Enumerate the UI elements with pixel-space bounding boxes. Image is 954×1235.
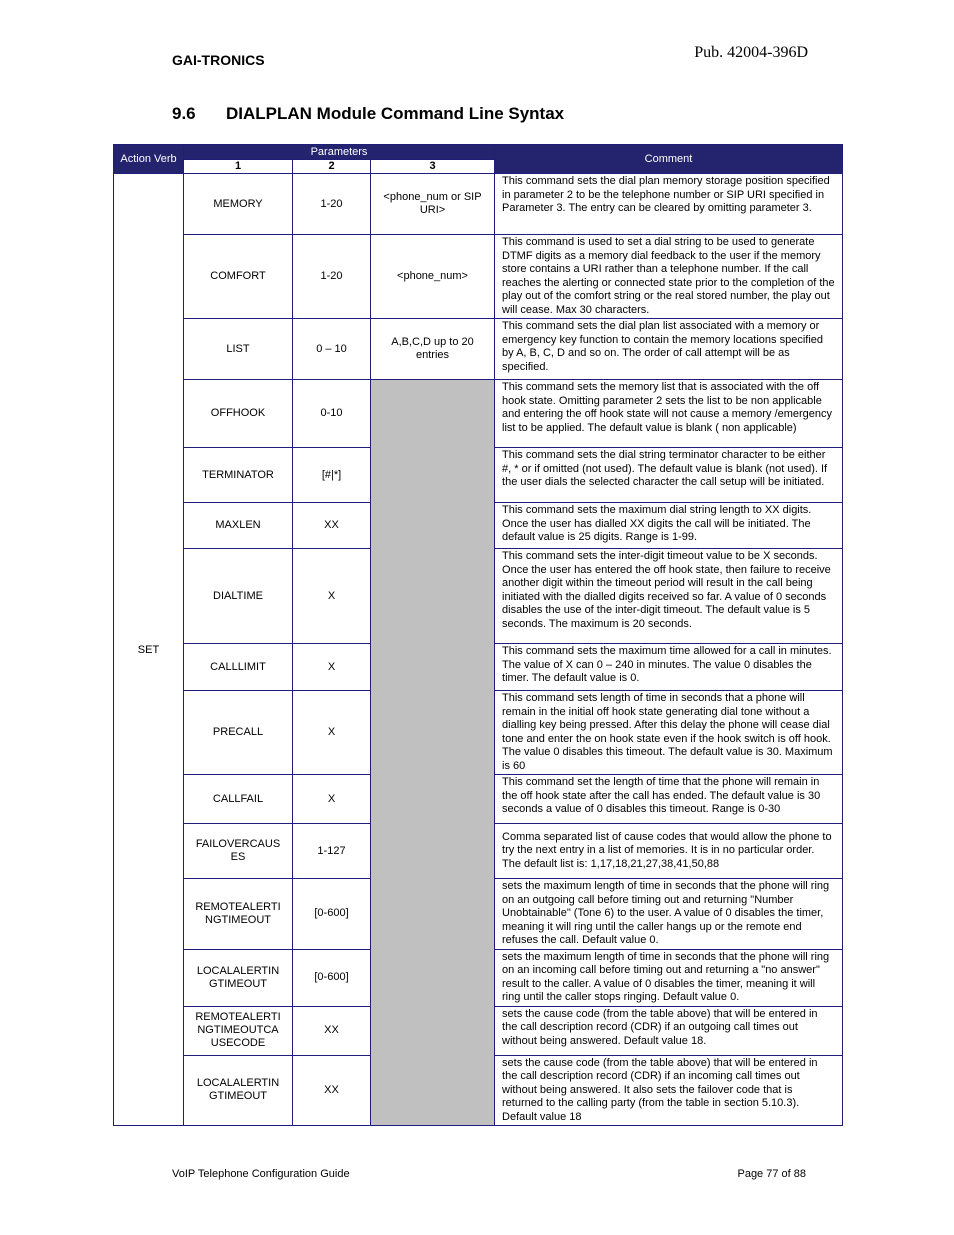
param-1-cell: OFFHOOK (184, 380, 293, 448)
company-name: GAI-TRONICS (172, 52, 265, 68)
comment-cell: Comma separated list of cause codes that would allow the phone to try the next entry in a list of memories. It is in no particular order. The default list is: 1,17,18,21,27,38,41,50,88 (495, 824, 843, 879)
param-2-cell: X (293, 691, 371, 775)
header-param-2: 2 (293, 160, 371, 174)
param-3-cell: <phone_num or SIP URI> (371, 174, 495, 235)
param-2-cell: XX (293, 1055, 371, 1126)
comment-cell: This command sets length of time in seconds that a phone will remain in the initial off hook state generating dial tone without a dialling key being pressed. After this delay the phone will cease dial tone and enter the on hook state even if the hook switch is off hook. The value 0 disables this timeout. The default value is 30. Maximum is 60 (495, 691, 843, 775)
header-action-verb: Action Verb (114, 145, 184, 174)
param-2-cell: X (293, 644, 371, 691)
section-heading (172, 104, 564, 124)
header-param-1: 1 (184, 160, 293, 174)
comment-cell: This command is used to set a dial string to be used to generate DTMF digits as a memory dial feedback to the user if the memory store contains a URI rather than a telephone number. If the call reaches the alerting or connected state prior to the completion of the play out of the comfort string or the real stored number, the play out will cease. Max 30 characters. (495, 235, 843, 319)
param-1-cell: TERMINATOR (184, 448, 293, 503)
param-1-cell: COMFORT (184, 235, 293, 319)
param-2-cell: 1-20 (293, 235, 371, 319)
table-row (114, 380, 843, 448)
section-number: 9.6 (172, 104, 196, 123)
header-comment: Comment (495, 145, 843, 174)
param-2-cell: [0-600] (293, 879, 371, 950)
param-1-cell: REMOTEALERTI NGTIMEOUTCA USECODE (184, 1006, 293, 1055)
param-1-cell: DIALTIME (184, 549, 293, 644)
header-param-3: 3 (371, 160, 495, 174)
dialplan-command-table (113, 144, 842, 1126)
table-row (114, 235, 843, 319)
param-2-cell: 1-20 (293, 174, 371, 235)
param-2-cell: [0-600] (293, 949, 371, 1006)
action-verb-cell: SET (114, 174, 184, 1126)
param-1-cell: LIST (184, 319, 293, 380)
comment-cell: This command sets the dial string terminator character to be either #, * or if omitted (not used). The default value is blank (not used). If the user dials the selected character the call setup will be initiated. (495, 448, 843, 503)
footer-document-title: VoIP Telephone Configuration Guide (172, 1168, 350, 1180)
comment-cell: This command sets the memory list that is associated with the off hook state. Omitting parameter 2 sets the list to be non applicable and entering the off hook state will not cause a memory /emergency list to be applied. The default value is blank ( non applicable) (495, 380, 843, 448)
comment-cell: sets the cause code (from the table above) that will be entered in the call description record (CDR) if an outgoing call times out without being answered. Default value 18. (495, 1006, 843, 1055)
param-1-cell: LOCALALERTIN GTIMEOUT (184, 949, 293, 1006)
header-parameters: Parameters (184, 145, 495, 160)
section-title: DIALPLAN Module Command Line Syntax (226, 104, 565, 123)
param-2-cell: [#|*] (293, 448, 371, 503)
comment-cell: sets the cause code (from the table above) that will be entered in the call description record (CDR) if an incoming call times out without being answered. It also sets the failover code that is returned to the calling party (from the table in section 5.10.3). Default value 18 (495, 1055, 843, 1126)
param-3-cell: A,B,C,D up to 20 entries (371, 319, 495, 380)
param-3-cell: <phone_num> (371, 235, 495, 319)
comment-cell: This command sets the dial plan list associated with a memory or emergency key function to contain the memory locations specified by A, B, C, D and so on. The order of call attempt will be as specified. (495, 319, 843, 380)
comment-cell: This command sets the dial plan memory storage position specified in parameter 2 to be the telephone number or SIP URI specified in Parameter 3. The entry can be cleared by omitting parameter 3. (495, 174, 843, 235)
param-2-cell: 1-127 (293, 824, 371, 879)
param-1-cell: MEMORY (184, 174, 293, 235)
table-row (114, 319, 843, 380)
param-2-cell: XX (293, 503, 371, 549)
footer-page-number: Page 77 of 88 (737, 1168, 806, 1180)
param-1-cell: LOCALALERTIN GTIMEOUT (184, 1055, 293, 1126)
param-1-cell: FAILOVERCAUS ES (184, 824, 293, 879)
param-2-cell: XX (293, 1006, 371, 1055)
param-1-cell: MAXLEN (184, 503, 293, 549)
comment-cell: This command set the length of time that the phone will remain in the off hook state after the call has ended. The default value is 30 seconds a value of 0 disables this timeout. Range is 0-30 (495, 775, 843, 824)
param-2-cell: X (293, 775, 371, 824)
publication-number: Pub. 42004-396D (694, 44, 808, 61)
param-2-cell: 0-10 (293, 380, 371, 448)
comment-cell: This command sets the maximum dial string length to XX digits. Once the user has dialled XX digits the call will be initiated. The default value is 25 digits. Range is 1-99. (495, 503, 843, 549)
comment-cell: This command sets the maximum time allowed for a call in minutes. The value of X can 0 – 240 in minutes. The value 0 disables the timer. The default value is 0. (495, 644, 843, 691)
comment-cell: sets the maximum length of time in seconds that the phone will ring on an incoming call before timing out and returning a "no answer" result to the caller. A value of 0 disables the timer, meaning it will ring until the caller stops ringing. Default value 0. (495, 949, 843, 1006)
param-3-empty-cell (371, 380, 495, 1126)
param-1-cell: CALLFAIL (184, 775, 293, 824)
comment-cell: This command sets the inter-digit timeout value to be X seconds. Once the user has entered the off hook state, then failure to receive another digit within the timeout period will result in the call being initiated with the dialled digits received so far. A value of 0 seconds disables the use of the inter-digit timeout. The default value is 5 seconds. The maximum is 20 seconds. (495, 549, 843, 644)
param-2-cell: 0 – 10 (293, 319, 371, 380)
param-1-cell: PRECALL (184, 691, 293, 775)
comment-cell: sets the maximum length of time in seconds that the phone will ring on an outgoing call before timing out and returning "Number Unobtainable" (Tone 6) to the user. A value of 0 disables the timer, meaning it will ring until the caller hangs up or the remote end refuses the call. Default value 0. (495, 879, 843, 950)
param-1-cell: REMOTEALERTI NGTIMEOUT (184, 879, 293, 950)
param-1-cell: CALLLIMIT (184, 644, 293, 691)
table-row (114, 174, 843, 235)
param-2-cell: X (293, 549, 371, 644)
